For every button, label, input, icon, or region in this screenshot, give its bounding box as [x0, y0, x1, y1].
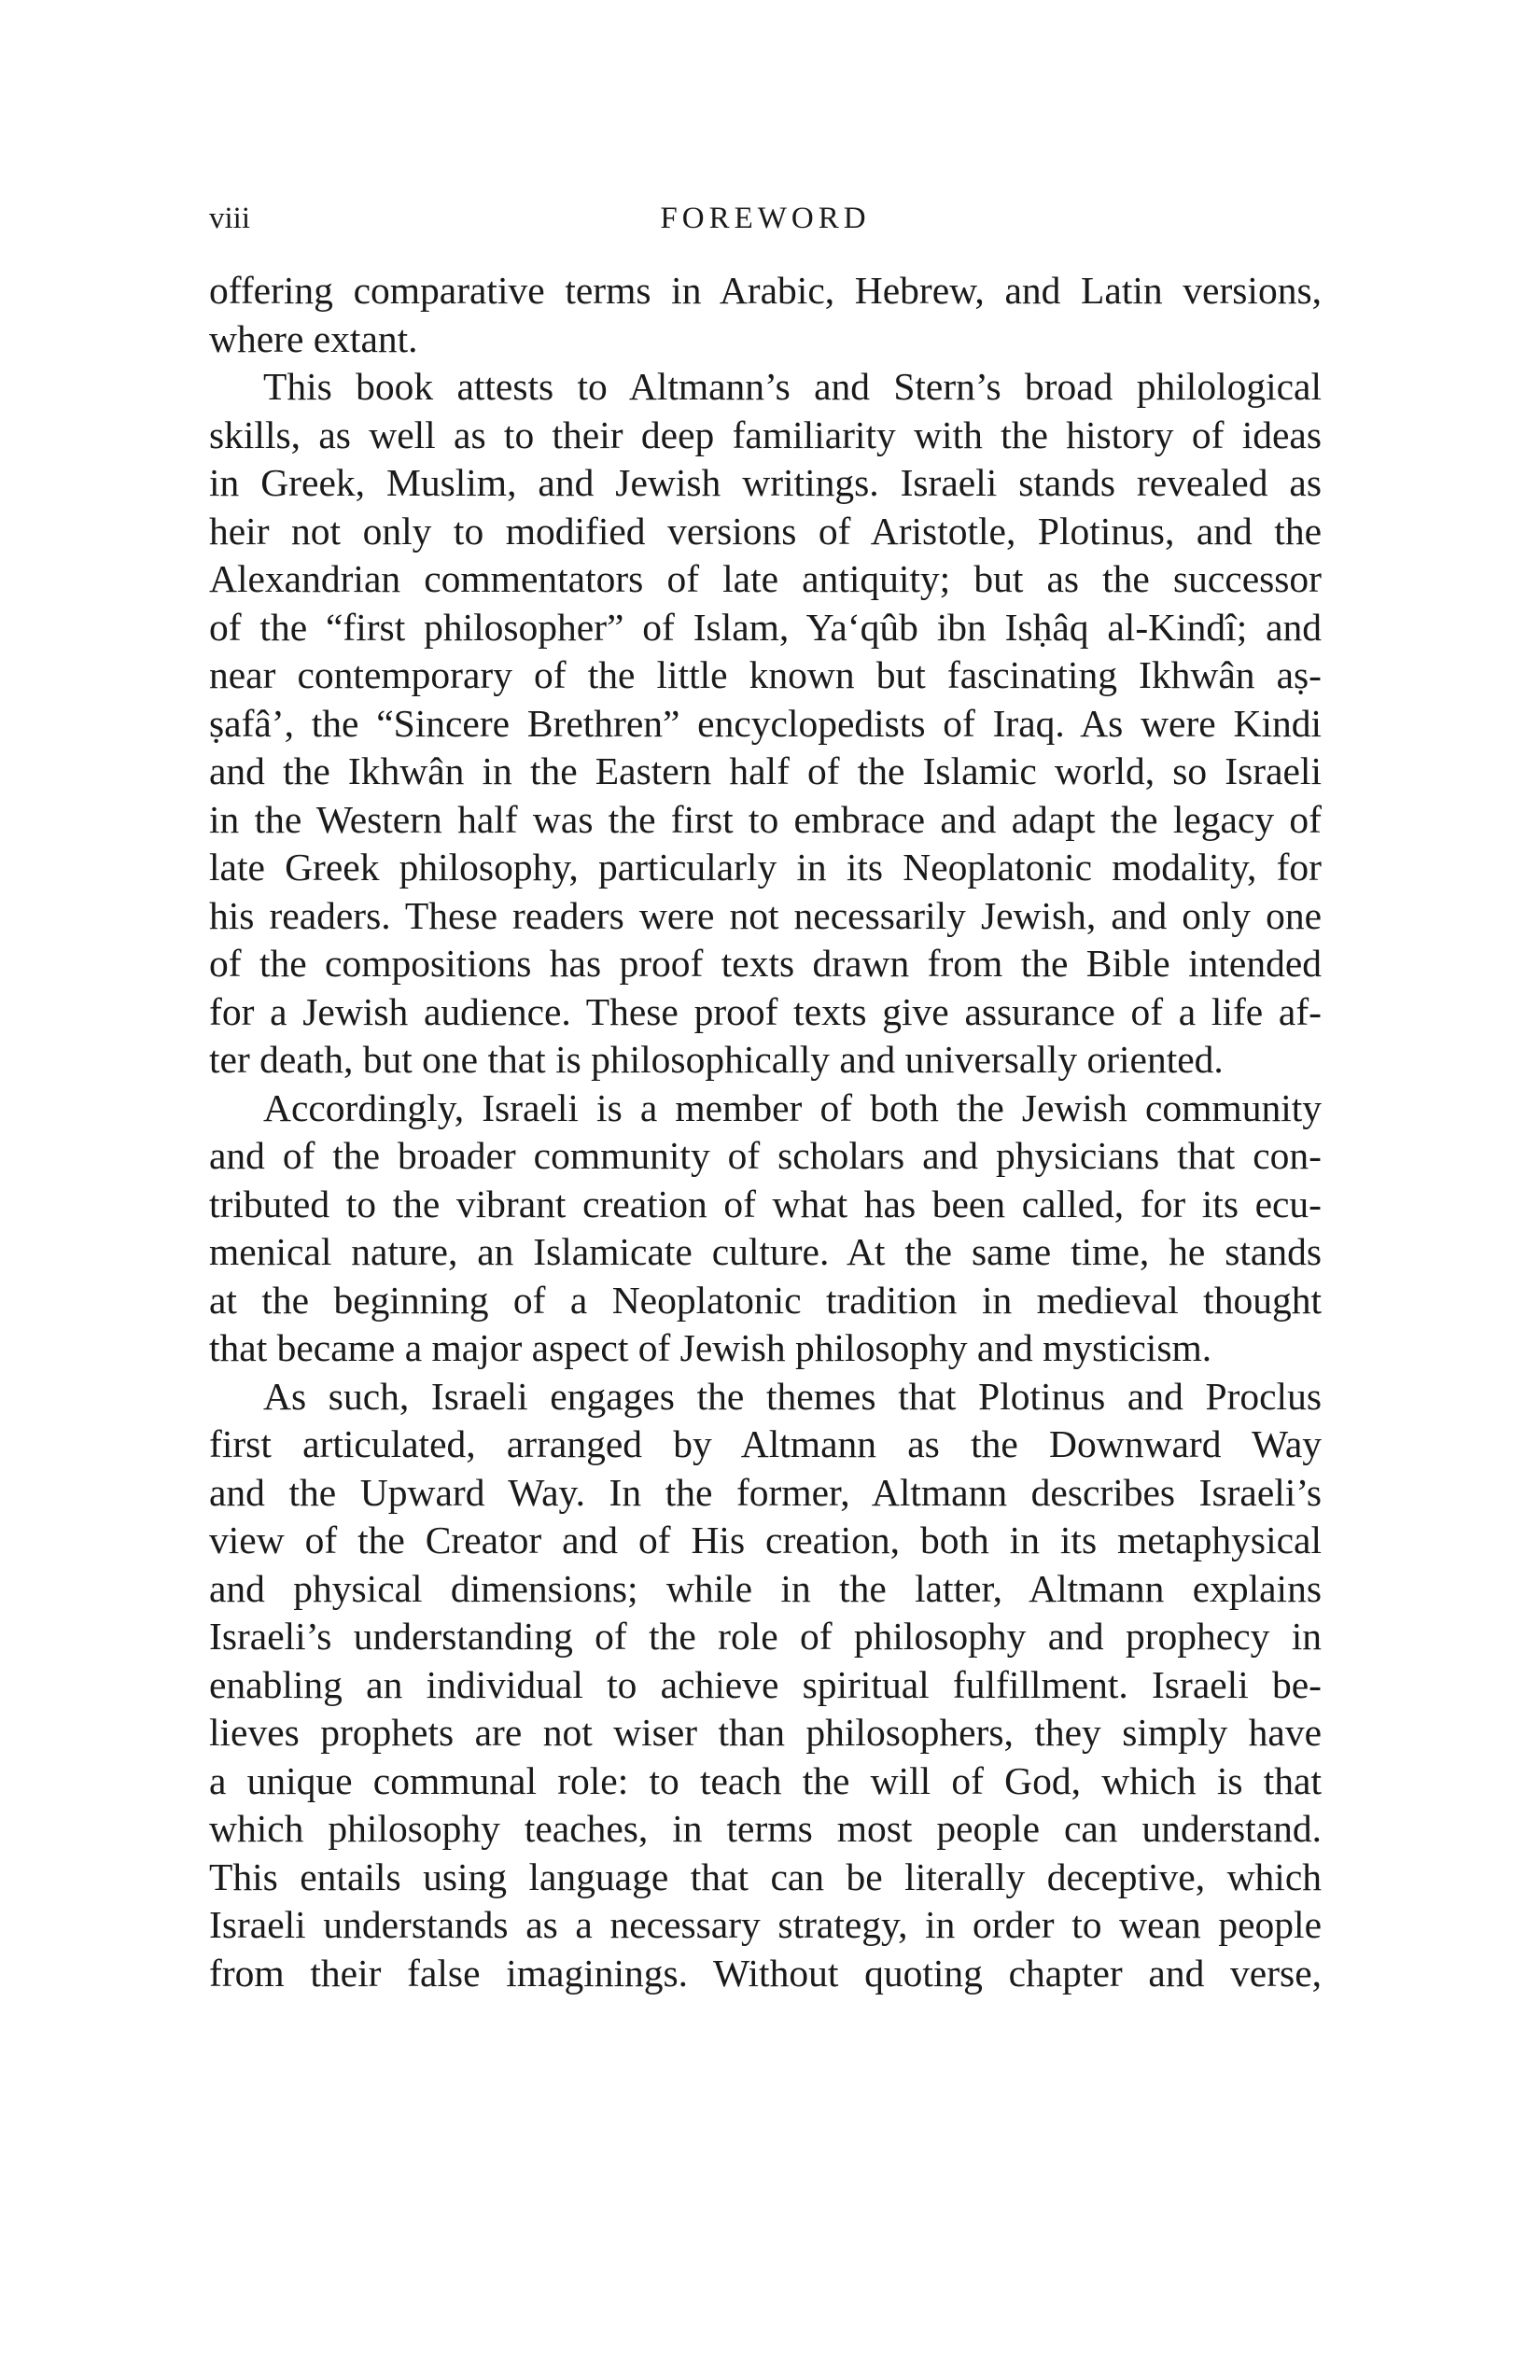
- page-number: viii: [209, 202, 251, 235]
- text-line: tributed to the vibrant creation of what has been called, for its ecu-: [209, 1182, 1322, 1225]
- text-line: heir not only to modified versions of Aristotle, Plotinus, and the: [209, 509, 1322, 553]
- text-line: and of the broader community of scholars and physicians that con-: [209, 1134, 1322, 1177]
- body-text: [209, 267, 1322, 1997]
- text-line: his readers. These readers were not necessarily Jewish, and only one: [209, 893, 1322, 937]
- text-line: from their false imaginings. Without quoting chapter and verse,: [209, 1951, 1322, 1995]
- text-line: lieves prophets are not wiser than philosophers, they simply have: [209, 1711, 1322, 1754]
- text-line: late Greek philosophy, particularly in its Neoplatonic modality, for: [209, 846, 1322, 889]
- text-line: menical nature, an Islamicate culture. At the same time, he stands: [209, 1230, 1322, 1273]
- text-line: which philosophy teaches, in terms most people can understand.: [209, 1807, 1322, 1850]
- text-line: This book attests to Altmann’s and Stern’s broad philological: [263, 365, 1322, 408]
- text-line: ter death, but one that is philosophically and universally oriented.: [209, 1038, 1224, 1081]
- text-line: and physical dimensions; while in the latter, Altmann explains: [209, 1566, 1322, 1610]
- text-line: a unique communal role: to teach the will of God, which is that: [209, 1758, 1322, 1802]
- text-line: of the “first philosopher” of Islam, Ya‘qûb ibn Isḥâq al-Kindî; and: [209, 605, 1322, 649]
- text-line: ṣafâ’, the “Sincere Brethren” encyclopedists of Iraq. As were Kindi: [209, 701, 1322, 745]
- text-line: Alexandrian commentators of late antiquity; but as the successor: [209, 557, 1322, 600]
- text-line: of the compositions has proof texts drawn from the Bible intended: [209, 942, 1322, 985]
- text-line: Israeli’s understanding of the role of philosophy and prophecy in: [209, 1615, 1322, 1658]
- text-line: and the Ikhwân in the Eastern half of the Islamic world, so Israeli: [209, 749, 1322, 792]
- text-line: This entails using language that can be literally deceptive, which: [209, 1855, 1322, 1898]
- text-line: view of the Creator and of His creation, both in its metaphysical: [209, 1519, 1322, 1561]
- text-line: in the Western half was the first to embrace and adapt the legacy of: [209, 797, 1322, 841]
- text-line: near contemporary of the little known but fascinating Ikhwân aṣ-: [209, 653, 1322, 696]
- text-line: skills, as well as to their deep familiarity with the history of ideas: [209, 413, 1322, 456]
- text-line: in Greek, Muslim, and Jewish writings. Israeli stands revealed as: [209, 461, 1322, 504]
- running-head: [209, 194, 1322, 243]
- text-line: at the beginning of a Neoplatonic tradition in medieval thought: [209, 1278, 1322, 1322]
- text-line: offering comparative terms in Arabic, Hebrew, and Latin versions,: [209, 269, 1322, 312]
- text-line: Israeli understands as a necessary strategy, in order to wean people: [209, 1903, 1322, 1946]
- running-title: FOREWORD: [660, 202, 871, 235]
- text-line: enabling an individual to achieve spiritual fulfillment. Israeli be-: [209, 1662, 1322, 1706]
- text-line: As such, Israeli engages the themes that Plotinus and Proclus: [263, 1374, 1322, 1418]
- text-line: first articulated, arranged by Altmann as the Downward Way: [209, 1422, 1322, 1465]
- text-line: and the Upward Way. In the former, Altmann describes Israeli’s: [209, 1470, 1322, 1514]
- text-line: for a Jewish audience. These proof texts give assurance of a life af-: [209, 989, 1322, 1033]
- text-line: Accordingly, Israeli is a member of both the Jewish community: [263, 1085, 1322, 1129]
- text-line: that became a major aspect of Jewish philosophy and mysticism.: [209, 1326, 1212, 1369]
- text-line: where extant.: [209, 316, 418, 360]
